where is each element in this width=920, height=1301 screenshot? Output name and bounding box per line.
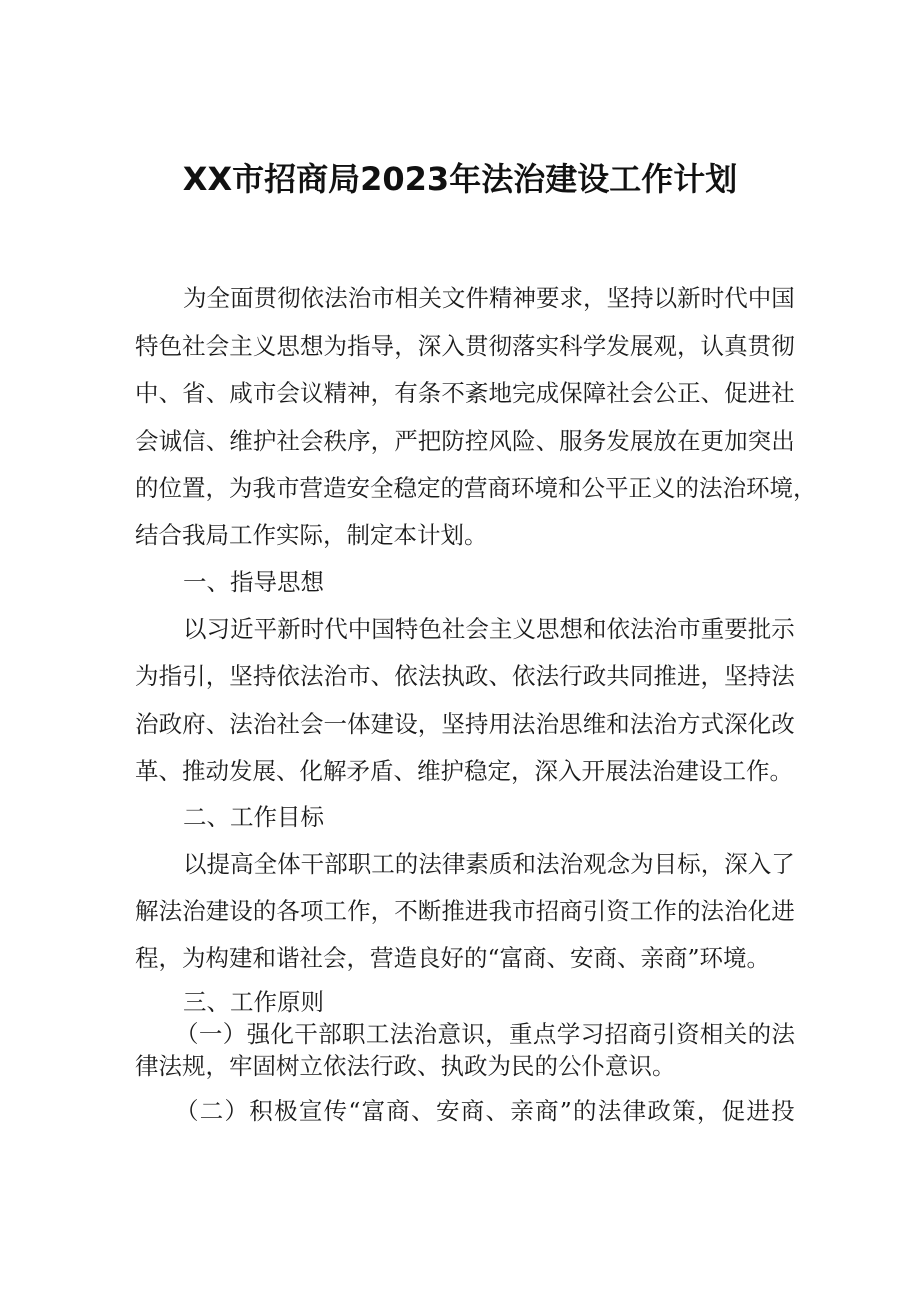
paragraph-line: 为 指 引 ， 坚 持 依 法 治 市 、 依 法 执 政 、 依 法 行 政 共 同 推 进 ， 坚 持 法	[135, 662, 795, 690]
paragraph-line: 以 提 高 全 体 干 部 职 工 的 法 律 素 质 和 法 治 观 念 为 目 标 ， 深 入 了	[183, 850, 795, 878]
paragraph-line: 程，为构建和谐社会，营造良好的“富商、安商、亲商”环境。	[135, 944, 771, 972]
paragraph-line: 解 法 治 建 设 的 各 项 工 作 ， 不 断 推 进 我 市 招 商 引 资 工 作 的 法 治 化 进	[135, 897, 795, 925]
paragraph-line: （ 一 ） 强 化 干 部 职 工 法 治 意 识 ， 重 点 学 习 招 商 引 资 相 关 的 法	[175, 1020, 795, 1048]
paragraph-line: 结合我局工作实际，制定本计划。	[135, 521, 488, 549]
paragraph-line: 特 色 社 会 主 义 思 想 为 指 导 ， 深 入 贯 彻 落 实 科 学 发 展 观 ， 认 真 贯 彻	[135, 332, 795, 360]
paragraph-line: 律法规，牢固树立依法行政、执政为民的公仆意识。	[135, 1052, 676, 1080]
section-heading: 三、工作原则	[183, 988, 324, 1016]
paragraph-line: 为 全 面 贯 彻 依 法 治 市 相 关 文 件 精 神 要 求 ， 坚 持 以 新 时 代 中 国	[183, 284, 795, 312]
paragraph-line: 以 习 近 平 新 时 代 中 国 特 色 社 会 主 义 思 想 和 依 法 治 市 重 要 批 示	[183, 615, 795, 643]
paragraph-line: 会 诚 信 、 维 护 社 会 秩 序 ， 严 把 防 控 风 险 、 服 务 发 展 放 在 更 加 突 出	[135, 427, 795, 455]
section-heading: 二、工作目标	[183, 803, 324, 831]
paragraph-line: （ 二 ） 积 极 宣 传 “ 富 商 、 安 商 、 亲 商 ” 的 法 律 政 策 ， 促 进 投	[175, 1097, 795, 1125]
document-title: XX市招商局2023年法治建设工作计划	[182, 160, 738, 198]
paragraph-line: 中 、 省 、 咸 市 会 议 精 神 ， 有 条 不 紊 地 完 成 保 障 社 会 公 正 、 促 进 社	[135, 379, 795, 407]
section-heading: 一、指导思想	[183, 568, 324, 596]
paragraph-line: 治 政 府 、 法 治 社 会 一 体 建 设 ， 坚 持 用 法 治 思 维 和 法 治 方 式 深 化 改	[135, 710, 795, 738]
paragraph-line: 的 位 置 ， 为 我 市 营 造 安 全 稳 定 的 营 商 环 境 和 公 平 正 义 的 法 治 环 境 ，	[135, 474, 817, 502]
paragraph-line: 革、推动发展、化解矛盾、维护稳定，深入开展法治建设工作。	[135, 757, 793, 785]
